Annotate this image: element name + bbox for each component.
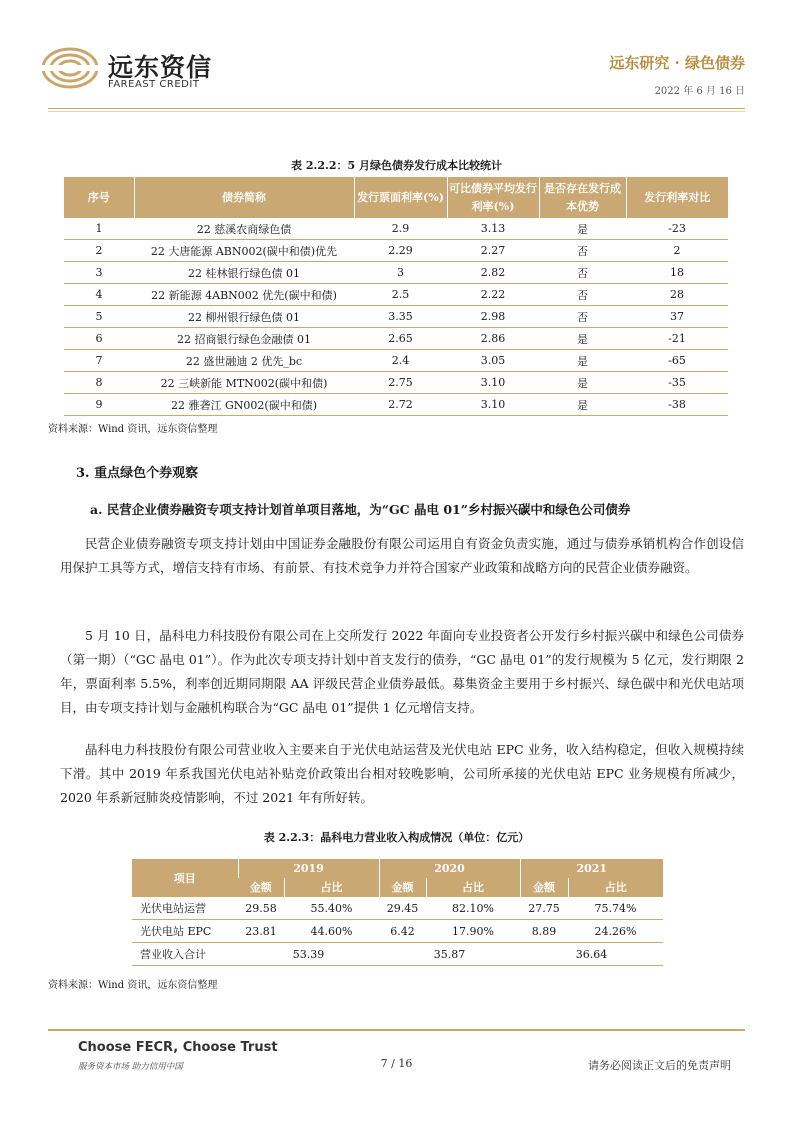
report-date: 2022 年 6 月 16 日 bbox=[654, 86, 745, 97]
table-row bbox=[64, 262, 728, 284]
col-header-share: 占比 bbox=[426, 878, 520, 897]
paragraph-2: 5 月 10 日，晶科电力科技股份有限公司在上交所发行 2022 年面向专业投资者公开发行乡村振兴碳中和绿色公司债券（第一期）（“GC 晶电 01”）。作为此次专项支持计划中首支发行的债券，“GC 晶电 01”的发行规模为 5 亿元，发行期限 2 年，票面利率 5.5%，利率创近期同期限 AA 评级民营企业债券最低。募集资金主要用于乡村振兴、绿色碳中和光伏电站项目，由专项支持计划与金融机构联合为“GC 晶电 01”提供 1 亿元增信支持。 bbox=[60, 628, 744, 715]
cell: 29.45 bbox=[379, 897, 426, 920]
cell-comparable-rate: 3.05 bbox=[447, 350, 539, 372]
col-header-amount: 金额 bbox=[520, 878, 568, 897]
cell-index: 6 bbox=[64, 328, 134, 350]
cell: 24.26% bbox=[568, 920, 663, 943]
green-bond-cost-table bbox=[64, 177, 728, 416]
cell-index: 3 bbox=[64, 262, 134, 284]
col-header-index: 序号 bbox=[64, 177, 134, 218]
section-subheading: a. 民营企业债券融资专项支持计划首单项目落地，为“GC 晶电 01”乡村振兴碳中和绿色公司债券 bbox=[90, 502, 631, 517]
table1-caption: 表 2.2.2：5 月绿色债券发行成本比较统计 bbox=[291, 159, 502, 172]
cell-rate-diff: 18 bbox=[626, 262, 728, 284]
cell-cost-advantage: 是 bbox=[539, 350, 626, 372]
cell-coupon-rate: 2.65 bbox=[354, 328, 447, 350]
col-header-bond-name: 债券简称 bbox=[134, 177, 354, 218]
cell-comparable-rate: 2.22 bbox=[447, 284, 539, 306]
cell-rate-diff: 2 bbox=[626, 240, 728, 262]
table-row bbox=[64, 328, 728, 350]
cell-rate-diff: 37 bbox=[626, 306, 728, 328]
col-header-year-2019: 2019 bbox=[238, 859, 379, 878]
cell-index: 5 bbox=[64, 306, 134, 328]
cell-bond-name: 22 新能源 4ABN002 优先(碳中和债) bbox=[134, 284, 354, 306]
revenue-composition-table bbox=[132, 859, 663, 966]
cell: 53.39 bbox=[238, 943, 379, 966]
table-row bbox=[64, 284, 728, 306]
cell: 17.90% bbox=[426, 920, 520, 943]
col-header-coupon-rate: 发行票面利率(%) bbox=[354, 177, 447, 218]
disclaimer-link[interactable]: 请务必阅读正文后的免责声明 bbox=[588, 1059, 731, 1072]
header-divider-thin bbox=[48, 111, 745, 112]
page-number: 7 / 16 bbox=[380, 1057, 413, 1070]
table1-source: 资料来源：Wind 资讯，远东资信整理 bbox=[48, 424, 218, 435]
cell-coupon-rate: 3.35 bbox=[354, 306, 447, 328]
cell: 29.58 bbox=[238, 897, 284, 920]
cell-cost-advantage: 否 bbox=[539, 262, 626, 284]
table-row bbox=[64, 306, 728, 328]
row-label: 光伏电站运营 bbox=[132, 897, 238, 920]
table-row bbox=[64, 218, 728, 240]
footer-divider bbox=[48, 1029, 745, 1031]
cell: 55.40% bbox=[284, 897, 379, 920]
col-header-comparable-rate: 可比债券平均发行利率(%) bbox=[447, 177, 539, 218]
cell-cost-advantage: 是 bbox=[539, 218, 626, 240]
cell: 35.87 bbox=[379, 943, 520, 966]
cell-cost-advantage: 是 bbox=[539, 394, 626, 416]
table-row bbox=[64, 372, 728, 394]
table-row-total bbox=[132, 943, 663, 966]
cell: 27.75 bbox=[520, 897, 568, 920]
cell: 82.10% bbox=[426, 897, 520, 920]
cell-index: 4 bbox=[64, 284, 134, 306]
cell-bond-name: 22 招商银行绿色金融债 01 bbox=[134, 328, 354, 350]
cell-index: 2 bbox=[64, 240, 134, 262]
cell-index: 1 bbox=[64, 218, 134, 240]
cell-bond-name: 22 三峡新能 MTN002(碳中和债) bbox=[134, 372, 354, 394]
col-header-rate-diff: 发行利率对比 bbox=[626, 177, 728, 218]
cell-coupon-rate: 3 bbox=[354, 262, 447, 284]
table-row bbox=[132, 920, 663, 943]
cell-coupon-rate: 2.9 bbox=[354, 218, 447, 240]
cell-bond-name: 22 盛世融迪 2 优先_bc bbox=[134, 350, 354, 372]
cell: 23.81 bbox=[238, 920, 284, 943]
cell-coupon-rate: 2.29 bbox=[354, 240, 447, 262]
cell-comparable-rate: 3.10 bbox=[447, 372, 539, 394]
cell: 6.42 bbox=[379, 920, 426, 943]
cell-rate-diff: -23 bbox=[626, 218, 728, 240]
cell-rate-diff: 28 bbox=[626, 284, 728, 306]
row-label: 光伏电站 EPC bbox=[132, 920, 238, 943]
cell-comparable-rate: 2.82 bbox=[447, 262, 539, 284]
cell-index: 8 bbox=[64, 372, 134, 394]
table-row bbox=[64, 394, 728, 416]
fareast-logo-icon bbox=[40, 46, 100, 90]
row-label: 营业收入合计 bbox=[132, 943, 238, 966]
col-header-year-2020: 2020 bbox=[379, 859, 520, 878]
paragraph-1: 民营企业债券融资专项支持计划由中国证券金融股份有限公司运用自有资金负责实施，通过与债券承销机构合作创设信用保护工具等方式，增信支持有市场、有前景、有技术竞争力并符合国家产业政策和战略方向的民营企业债券融资。 bbox=[60, 536, 744, 575]
cell-bond-name: 22 桂林银行绿色债 01 bbox=[134, 262, 354, 284]
cell: 75.74% bbox=[568, 897, 663, 920]
cell: 44.60% bbox=[284, 920, 379, 943]
cell-bond-name: 22 慈溪农商绿色债 bbox=[134, 218, 354, 240]
cell-cost-advantage: 否 bbox=[539, 284, 626, 306]
cell-comparable-rate: 2.86 bbox=[447, 328, 539, 350]
report-series: 远东研究 · 绿色债券 bbox=[609, 54, 745, 72]
cell-cost-advantage: 否 bbox=[539, 240, 626, 262]
cell-bond-name: 22 雅砻江 GN002(碳中和债) bbox=[134, 394, 354, 416]
col-header-item: 项目 bbox=[132, 859, 238, 897]
section-heading: 3. 重点绿色个券观察 bbox=[76, 466, 199, 481]
cell: 36.64 bbox=[520, 943, 663, 966]
cell-rate-diff: -38 bbox=[626, 394, 728, 416]
cell-comparable-rate: 2.27 bbox=[447, 240, 539, 262]
cell-index: 7 bbox=[64, 350, 134, 372]
cell-bond-name: 22 大唐能源 ABN002(碳中和债)优先 bbox=[134, 240, 354, 262]
cell-rate-diff: -35 bbox=[626, 372, 728, 394]
header-divider bbox=[48, 108, 745, 109]
cell-rate-diff: -21 bbox=[626, 328, 728, 350]
cell-rate-diff: -65 bbox=[626, 350, 728, 372]
brand-name-cn: 远东资信 bbox=[108, 53, 213, 82]
footer-slogan-cn: 服务资本市场 助力信用中国 bbox=[78, 1062, 183, 1072]
cell-cost-advantage: 是 bbox=[539, 372, 626, 394]
paragraph-3: 晶科电力科技股份有限公司营业收入主要来自于光伏电站运营及光伏电站 EPC 业务，收入结构稳定，但收入规模持续下滑。其中 2019 年系我国光伏电站补贴竞价政策出台相对较晚影响，公司所承接的光伏电站 EPC 业务规模有所减少，2020 年系新冠肺炎疫情影响，不过 2021 年有所好转。 bbox=[60, 742, 744, 805]
table-row bbox=[132, 897, 663, 920]
brand-name-en: FAREAST CREDIT bbox=[108, 79, 200, 90]
col-header-share: 占比 bbox=[284, 878, 379, 897]
table-row bbox=[64, 240, 728, 262]
cell-cost-advantage: 是 bbox=[539, 328, 626, 350]
col-header-amount: 金额 bbox=[238, 878, 284, 897]
cell-comparable-rate: 2.98 bbox=[447, 306, 539, 328]
col-header-share: 占比 bbox=[568, 878, 663, 897]
col-header-amount: 金额 bbox=[379, 878, 426, 897]
footer-slogan-en: Choose FECR, Choose Trust bbox=[78, 1040, 278, 1055]
cell-coupon-rate: 2.75 bbox=[354, 372, 447, 394]
cell-index: 9 bbox=[64, 394, 134, 416]
col-header-year-2021: 2021 bbox=[520, 859, 663, 878]
cell-bond-name: 22 柳州银行绿色债 01 bbox=[134, 306, 354, 328]
col-header-cost-advantage: 是否存在发行成本优势 bbox=[539, 177, 626, 218]
table2-caption: 表 2.2.3：晶科电力营业收入构成情况（单位：亿元） bbox=[263, 831, 530, 844]
table2-source: 资料来源：Wind 资讯，远东资信整理 bbox=[48, 980, 218, 991]
cell: 8.89 bbox=[520, 920, 568, 943]
cell-coupon-rate: 2.4 bbox=[354, 350, 447, 372]
table-row bbox=[64, 350, 728, 372]
cell-cost-advantage: 否 bbox=[539, 306, 626, 328]
cell-comparable-rate: 3.13 bbox=[447, 218, 539, 240]
cell-comparable-rate: 3.10 bbox=[447, 394, 539, 416]
cell-coupon-rate: 2.5 bbox=[354, 284, 447, 306]
cell-coupon-rate: 2.72 bbox=[354, 394, 447, 416]
